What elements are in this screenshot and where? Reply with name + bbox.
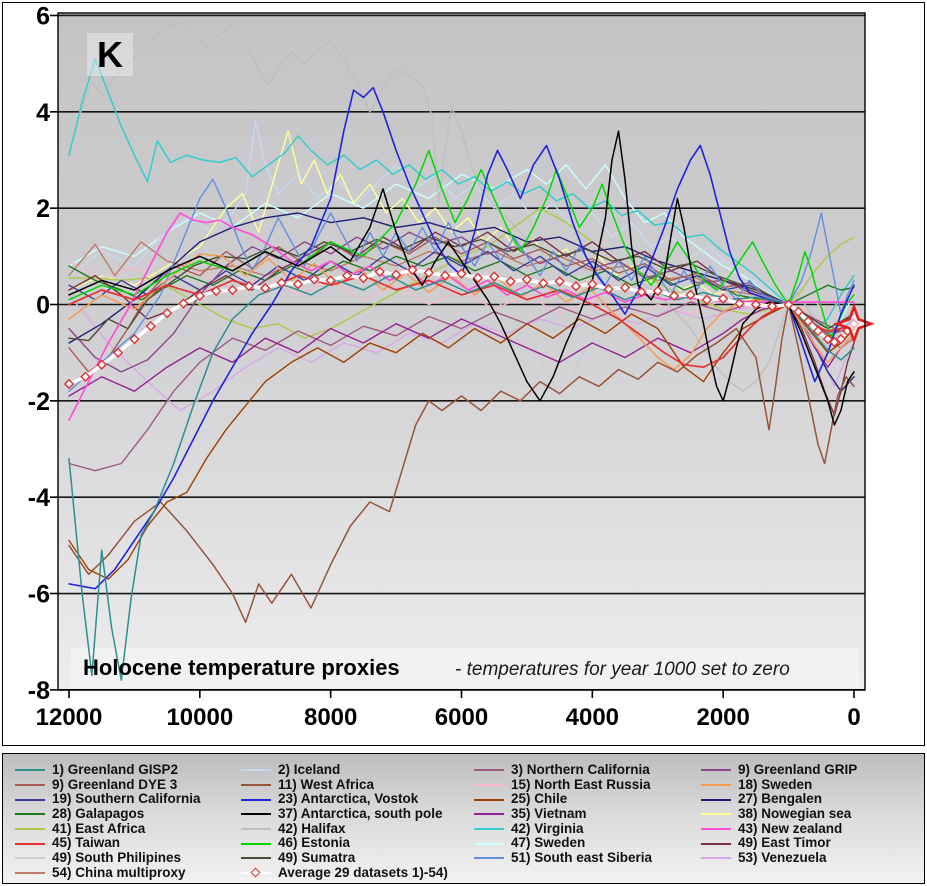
legend-label: 49) Sumatra [278,850,356,866]
legend-line-swatch-icon [241,828,271,830]
legend-label: 41) East Africa [52,820,146,836]
legend-line-swatch-icon [701,857,731,859]
y-tick-label: -4 [27,484,50,513]
legend-label: 23) Antarctica, Vostok [278,791,419,807]
legend-item [474,807,652,822]
legend-item [241,851,448,866]
legend-item [241,822,448,837]
legend-item [474,851,652,866]
legend-line-swatch-icon [241,857,271,859]
legend-line-swatch-icon [241,784,271,786]
legend-item [701,763,857,778]
legend-line-swatch-icon [474,799,504,801]
legend-line-swatch-icon [474,769,504,771]
legend-line-swatch-icon [15,857,45,859]
legend-line-swatch-icon [701,828,731,830]
plot-background [58,13,865,690]
x-tick-label: 10000 [166,704,234,731]
legend-item [15,763,201,778]
x-tick-label: 12000 [35,704,103,731]
legend-label: 45) Taiwan [52,835,121,851]
legend-label: 38) Nowegian sea [738,806,852,822]
legend-label: 42) Halifax [278,820,346,836]
legend-label: Average 29 datasets 1)-54) [278,864,448,880]
legend-label: 25) Chile [511,791,568,807]
legend-label: 9) Greenland GRIP [738,762,858,777]
legend-label: 53) Venezuela [738,850,827,866]
legend-label: 49) South Philipines [52,850,182,866]
legend-item [15,792,201,807]
legend-item [241,778,448,793]
legend-label: 43) New zealand [738,820,843,836]
legend-item [241,792,448,807]
legend-item [474,778,652,793]
legend-label: 54) China multiproxy [52,864,186,880]
y-tick-label: -6 [27,580,50,609]
y-tick-label: -2 [27,387,50,416]
chart-subtitle: - temperatures for year 1000 set to zero [455,659,790,680]
x-tick-label: 2000 [696,704,750,731]
legend-item [701,807,857,822]
legend-item [701,822,857,837]
legend-line-swatch-icon [474,857,504,859]
legend-line-swatch-icon [15,828,45,830]
legend-label: 18) Sweden [738,776,813,792]
legend-label: 11) West Africa [278,776,375,792]
legend-line-swatch-icon [15,784,45,786]
legend-item [15,851,201,866]
x-tick-label: 6000 [434,704,489,731]
legend-line-swatch-icon [701,799,731,801]
legend-line-swatch-icon [15,799,45,801]
legend-label: 15) North East Russia [511,776,651,792]
legend-label: 51) South east Siberia [511,850,653,866]
y-tick-label: 0 [36,291,50,320]
legend-column-4 [701,763,857,866]
legend-line-swatch-icon [15,769,45,771]
legend-label: 47) Sweden [511,835,586,851]
legend-line-swatch-icon [701,813,731,815]
legend-item [15,807,201,822]
legend-line-swatch-icon [15,843,45,845]
legend-line-swatch-icon [15,872,45,874]
chart-title: Holocene temperature proxies [83,655,400,680]
legend-line-swatch-icon [241,799,271,801]
x-tick-label: 8000 [303,704,358,731]
legend-item [701,778,857,793]
legend-item [701,836,857,851]
legend-label: 49) East Timor [738,835,831,851]
legend [2,753,925,884]
legend-line-swatch-icon [701,843,731,845]
legend-item [701,851,857,866]
legend-item [241,836,448,851]
legend-item [15,822,201,837]
y-tick-label: 2 [36,195,50,224]
legend-label: 42) Virginia [511,820,584,836]
legend-label: 35) Vietnam [511,806,587,822]
legend-line-swatch-icon [474,843,504,845]
legend-label: 1) Greenland GISP2 [52,762,179,777]
legend-column-2 [241,763,448,881]
legend-label: 3) Northern California [511,762,650,777]
x-tick-label: 4000 [565,704,620,731]
legend-item [15,866,201,881]
legend-column-3 [474,763,652,866]
legend-item [474,822,652,837]
legend-item [15,836,201,851]
legend-line-swatch-icon [15,813,45,815]
legend-line-swatch-icon [701,769,731,771]
legend-line-swatch-icon [241,843,271,845]
legend-line-swatch-icon [474,813,504,815]
y-axis-unit-label: K [87,33,133,76]
holocene-chart-svg [3,3,924,745]
legend-average-swatch-icon [241,872,271,874]
legend-item [474,792,652,807]
legend-label: 28) Galapagos [52,806,145,822]
legend-item [241,807,448,822]
y-tick-label: 4 [36,98,50,127]
diamond-marker-icon [251,868,261,878]
legend-item [474,836,652,851]
y-tick-label: 6 [36,3,50,31]
legend-item [474,763,652,778]
chart-area [2,2,925,746]
legend-column-1 [15,763,201,881]
legend-item [241,763,448,778]
legend-item [241,866,448,881]
legend-line-swatch-icon [474,828,504,830]
legend-item [701,792,857,807]
y-tick-label: -8 [27,676,50,705]
legend-item [15,778,201,793]
legend-line-swatch-icon [241,769,271,771]
legend-label: 27) Bengalen [738,791,823,807]
legend-label: 37) Antarctica, south pole [278,806,443,822]
x-tick-label: 0 [847,704,861,731]
legend-label: 19) Southern California [52,791,201,807]
legend-label: 2) Iceland [278,762,341,777]
legend-line-swatch-icon [241,813,271,815]
legend-line-swatch-icon [701,784,731,786]
legend-line-swatch-icon [474,784,504,786]
legend-label: 9) Greenland DYE 3 [52,776,178,792]
legend-label: 46) Estonia [278,835,351,851]
